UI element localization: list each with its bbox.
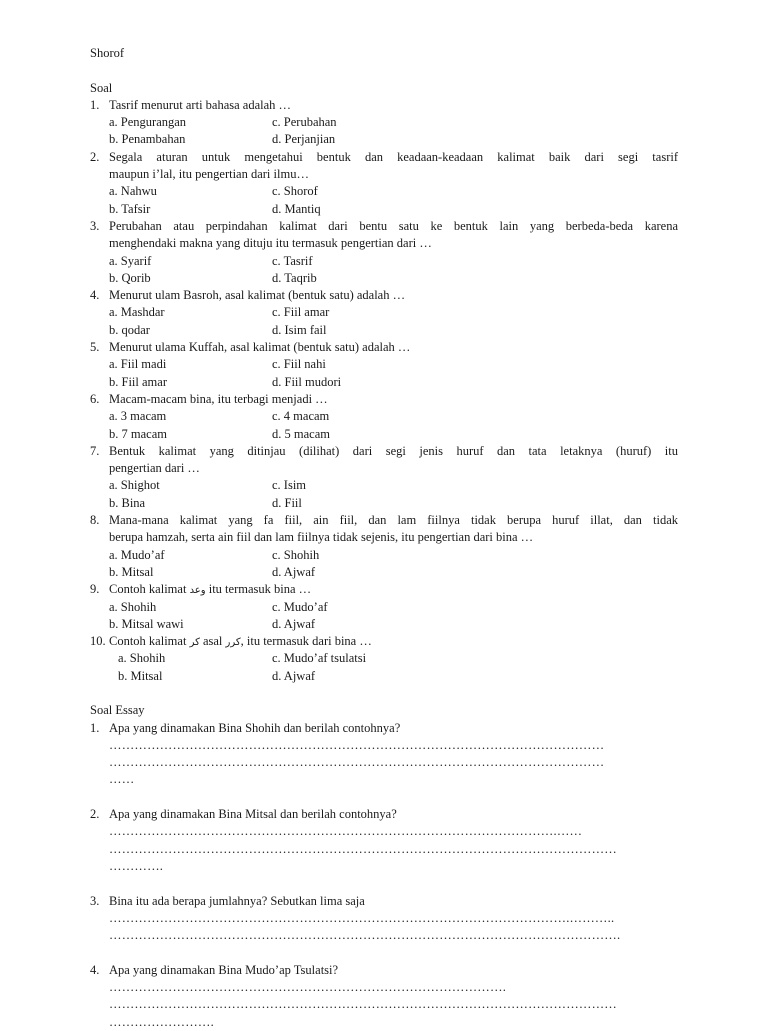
mc-question bbox=[90, 287, 678, 339]
options-row bbox=[90, 408, 678, 425]
question-row bbox=[90, 391, 678, 408]
options-row bbox=[90, 599, 678, 616]
question-number: 3. bbox=[90, 893, 100, 908]
options-row bbox=[90, 270, 678, 287]
question-number: 10. bbox=[90, 634, 106, 649]
question-row bbox=[90, 97, 678, 114]
question-line: maupun i’lal, itu pengertian dari ilmu… bbox=[109, 167, 309, 182]
question-number: 1. bbox=[90, 97, 100, 112]
option-c: c. Tasrif bbox=[272, 253, 313, 268]
question-text bbox=[109, 339, 678, 356]
option-c: c. Mudo’af bbox=[272, 599, 328, 614]
question-line: Tasrif menurut arti bahasa adalah … bbox=[109, 97, 292, 112]
option-c: c. Shohih bbox=[272, 547, 320, 562]
options-row bbox=[90, 131, 678, 148]
option-a: a. 3 macam bbox=[109, 409, 167, 424]
option-b: b. Penambahan bbox=[109, 132, 186, 147]
options-row bbox=[90, 114, 678, 131]
options-row bbox=[90, 477, 678, 494]
question-number: 4. bbox=[90, 962, 100, 977]
question-line: Perubahan atau perpindahan kalimat dari bentu satu ke bentuk lain yang berbeda-beda karena bbox=[109, 218, 678, 233]
answer-line: ……………………………………………………………………………………………………… bbox=[109, 755, 605, 770]
option-c: c. Shorof bbox=[272, 184, 318, 199]
option-a: a. Shohih bbox=[118, 651, 166, 666]
question-text bbox=[109, 149, 678, 184]
option-d: d. Fiil bbox=[272, 495, 302, 510]
question-row bbox=[90, 893, 678, 910]
answer-line: …………………………………………………………………………………. bbox=[109, 980, 507, 995]
question-line: menghendaki makna yang dituju itu termasuk pengertian dari … bbox=[109, 236, 432, 251]
question-number: 2. bbox=[90, 149, 100, 164]
question-row bbox=[90, 443, 678, 478]
option-a: a. Syarif bbox=[109, 253, 152, 268]
question-line: berupa hamzah, serta ain fiil dan lam fiilnya tidak sejenis, itu pengertian dari bina … bbox=[109, 530, 534, 545]
question-row bbox=[90, 149, 678, 184]
question-number: 2. bbox=[90, 807, 100, 822]
options-row bbox=[90, 322, 678, 339]
question-row bbox=[90, 633, 678, 650]
question-text bbox=[109, 218, 678, 253]
option-a: a. Pengurangan bbox=[109, 115, 187, 130]
option-d: d. Fiil mudori bbox=[272, 374, 342, 389]
question-text: Apa yang dinamakan Bina Shohih dan berilah contohnya? bbox=[109, 720, 401, 735]
option-c: c. Fiil amar bbox=[272, 305, 330, 320]
question-row bbox=[90, 287, 678, 304]
question-text-part: , itu termasuk dari bina … bbox=[240, 634, 372, 649]
question-row bbox=[90, 720, 678, 737]
question-text-part: Contoh kalimat bbox=[109, 582, 190, 597]
question-text bbox=[109, 581, 678, 598]
option-c: c. Fiil nahi bbox=[272, 357, 326, 372]
question-text-part: asal bbox=[199, 634, 226, 649]
answer-line: ……………………………………………………………………………………………………… bbox=[109, 737, 605, 752]
mc-question bbox=[90, 339, 678, 391]
option-b: b. Mitsal bbox=[118, 668, 163, 683]
options-row bbox=[90, 616, 678, 633]
question-text: Apa yang dinamakan Bina Mitsal dan berilah contohnya? bbox=[109, 807, 397, 822]
option-d: d. Taqrib bbox=[272, 270, 317, 285]
question-number: 9. bbox=[90, 582, 100, 597]
options-row bbox=[90, 356, 678, 373]
question-line: pengertian dari … bbox=[109, 461, 200, 476]
answer-line: ……………………. bbox=[109, 1014, 214, 1029]
question-text bbox=[109, 443, 678, 478]
mc-question bbox=[90, 443, 678, 512]
option-c: c. Perubahan bbox=[272, 115, 337, 130]
option-a: a. Shighot bbox=[109, 478, 160, 493]
question-text bbox=[109, 97, 678, 114]
question-number: 5. bbox=[90, 340, 100, 355]
option-c: c. Isim bbox=[272, 478, 307, 493]
question-line: Menurut ulam Basroh, asal kalimat (bentuk satu) adalah … bbox=[109, 288, 406, 303]
question-number: 4. bbox=[90, 288, 100, 303]
option-b: b. Mitsal wawi bbox=[109, 616, 184, 631]
option-b: b. 7 macam bbox=[109, 426, 167, 441]
mc-question bbox=[90, 97, 678, 149]
option-b: b. Mitsal bbox=[109, 564, 154, 579]
question-line bbox=[109, 581, 678, 598]
options-row bbox=[90, 547, 678, 564]
question-line bbox=[109, 633, 678, 650]
answer-line: …… bbox=[109, 772, 135, 787]
option-a: a. Fiil madi bbox=[109, 357, 167, 372]
arabic-word: كر bbox=[189, 637, 200, 649]
question-text: Apa yang dinamakan Bina Mudo’ap Tsulatsi? bbox=[109, 962, 339, 977]
question-row bbox=[90, 512, 678, 547]
answer-line: ………………………………………………………………………………………………………… bbox=[109, 841, 617, 856]
mc-question bbox=[90, 391, 678, 443]
question-row bbox=[90, 806, 678, 823]
question-text bbox=[109, 512, 678, 547]
essay-question-list bbox=[90, 720, 678, 1031]
options-row bbox=[90, 564, 678, 581]
option-d: d. Isim fail bbox=[272, 322, 327, 337]
essay-question bbox=[90, 962, 678, 1031]
mc-question-list bbox=[90, 97, 678, 685]
essay-question bbox=[90, 720, 678, 789]
option-d: d. Ajwaf bbox=[272, 668, 316, 683]
option-d: d. Ajwaf bbox=[272, 564, 316, 579]
question-row bbox=[90, 581, 678, 598]
option-d: d. 5 macam bbox=[272, 426, 330, 441]
answer-line: ……………………………………………………………………………………………….……….. bbox=[109, 910, 615, 925]
options-row bbox=[90, 201, 678, 218]
option-b: b. Tafsir bbox=[109, 201, 151, 216]
options-row bbox=[90, 374, 678, 391]
document-title: Shorof bbox=[90, 46, 125, 60]
option-c: c. 4 macam bbox=[272, 409, 330, 424]
answer-line: ………………………………………………………………………………………………………… bbox=[109, 997, 617, 1012]
options-row bbox=[90, 426, 678, 443]
essay-heading: Soal Essay bbox=[90, 703, 145, 718]
option-d: d. Mantiq bbox=[272, 201, 321, 216]
question-text: Bina itu ada berapa jumlahnya? Sebutkan lima saja bbox=[109, 893, 365, 908]
question-number: 8. bbox=[90, 513, 100, 528]
arabic-word: كرر bbox=[225, 637, 241, 649]
essay-question bbox=[90, 806, 678, 875]
question-text-part: itu termasuk bina … bbox=[205, 582, 312, 597]
option-b: b. Qorib bbox=[109, 270, 151, 285]
option-b: b. Bina bbox=[109, 495, 146, 510]
mc-heading: Soal bbox=[90, 80, 113, 95]
arabic-word: وعد bbox=[189, 585, 206, 597]
question-row bbox=[90, 218, 678, 253]
mc-question bbox=[90, 633, 678, 685]
option-a: a. Mashdar bbox=[109, 305, 165, 320]
option-b: b. Fiil amar bbox=[109, 374, 167, 389]
option-a: a. Nahwu bbox=[109, 184, 157, 199]
option-c: c. Mudo’af tsulatsi bbox=[272, 651, 367, 666]
mc-question bbox=[90, 149, 678, 218]
essay-question bbox=[90, 893, 678, 945]
options-row bbox=[90, 668, 678, 685]
question-text bbox=[109, 391, 678, 408]
question-line: Menurut ulama Kuffah, asal kalimat (bentuk satu) adalah … bbox=[109, 340, 411, 355]
question-line: Segala aturan untuk mengetahui bentuk dan keadaan-keadaan kalimat baik dari segi tasrif bbox=[109, 149, 678, 164]
answer-line: …………………………………………………………………………………………………………. bbox=[109, 928, 621, 943]
document-content bbox=[90, 45, 678, 1031]
mc-question bbox=[90, 512, 678, 581]
answer-line: …………. bbox=[109, 858, 164, 873]
question-line: Macam-macam bina, itu terbagi menjadi … bbox=[109, 391, 328, 406]
option-a: a. Shohih bbox=[109, 599, 157, 614]
question-line: Bentuk kalimat yang ditinjau (dilihat) dari segi jenis huruf dan tata letaknya (huruf) itu bbox=[109, 443, 678, 458]
options-row bbox=[90, 304, 678, 321]
option-d: d. Perjanjian bbox=[272, 132, 336, 147]
option-a: a. Mudo’af bbox=[109, 547, 165, 562]
question-number: 3. bbox=[90, 218, 100, 233]
question-line: Mana-mana kalimat yang fa fiil, ain fiil, dan lam fiilnya tidak berupa huruf illat, dan tidak bbox=[109, 513, 678, 528]
question-number: 7. bbox=[90, 443, 100, 458]
mc-question bbox=[90, 218, 678, 287]
question-number: 6. bbox=[90, 391, 100, 406]
options-row bbox=[90, 650, 678, 667]
question-text-part: Contoh kalimat bbox=[109, 634, 190, 649]
question-text bbox=[109, 633, 678, 650]
question-row bbox=[90, 962, 678, 979]
options-row bbox=[90, 183, 678, 200]
answer-line: …………………………………………………………………………………………….…… bbox=[109, 824, 583, 839]
question-number: 1. bbox=[90, 720, 100, 735]
mc-question bbox=[90, 581, 678, 633]
question-row bbox=[90, 339, 678, 356]
option-b: b. qodar bbox=[109, 322, 150, 337]
question-text bbox=[109, 287, 678, 304]
options-row bbox=[90, 495, 678, 512]
option-d: d. Ajwaf bbox=[272, 616, 316, 631]
options-row bbox=[90, 253, 678, 270]
